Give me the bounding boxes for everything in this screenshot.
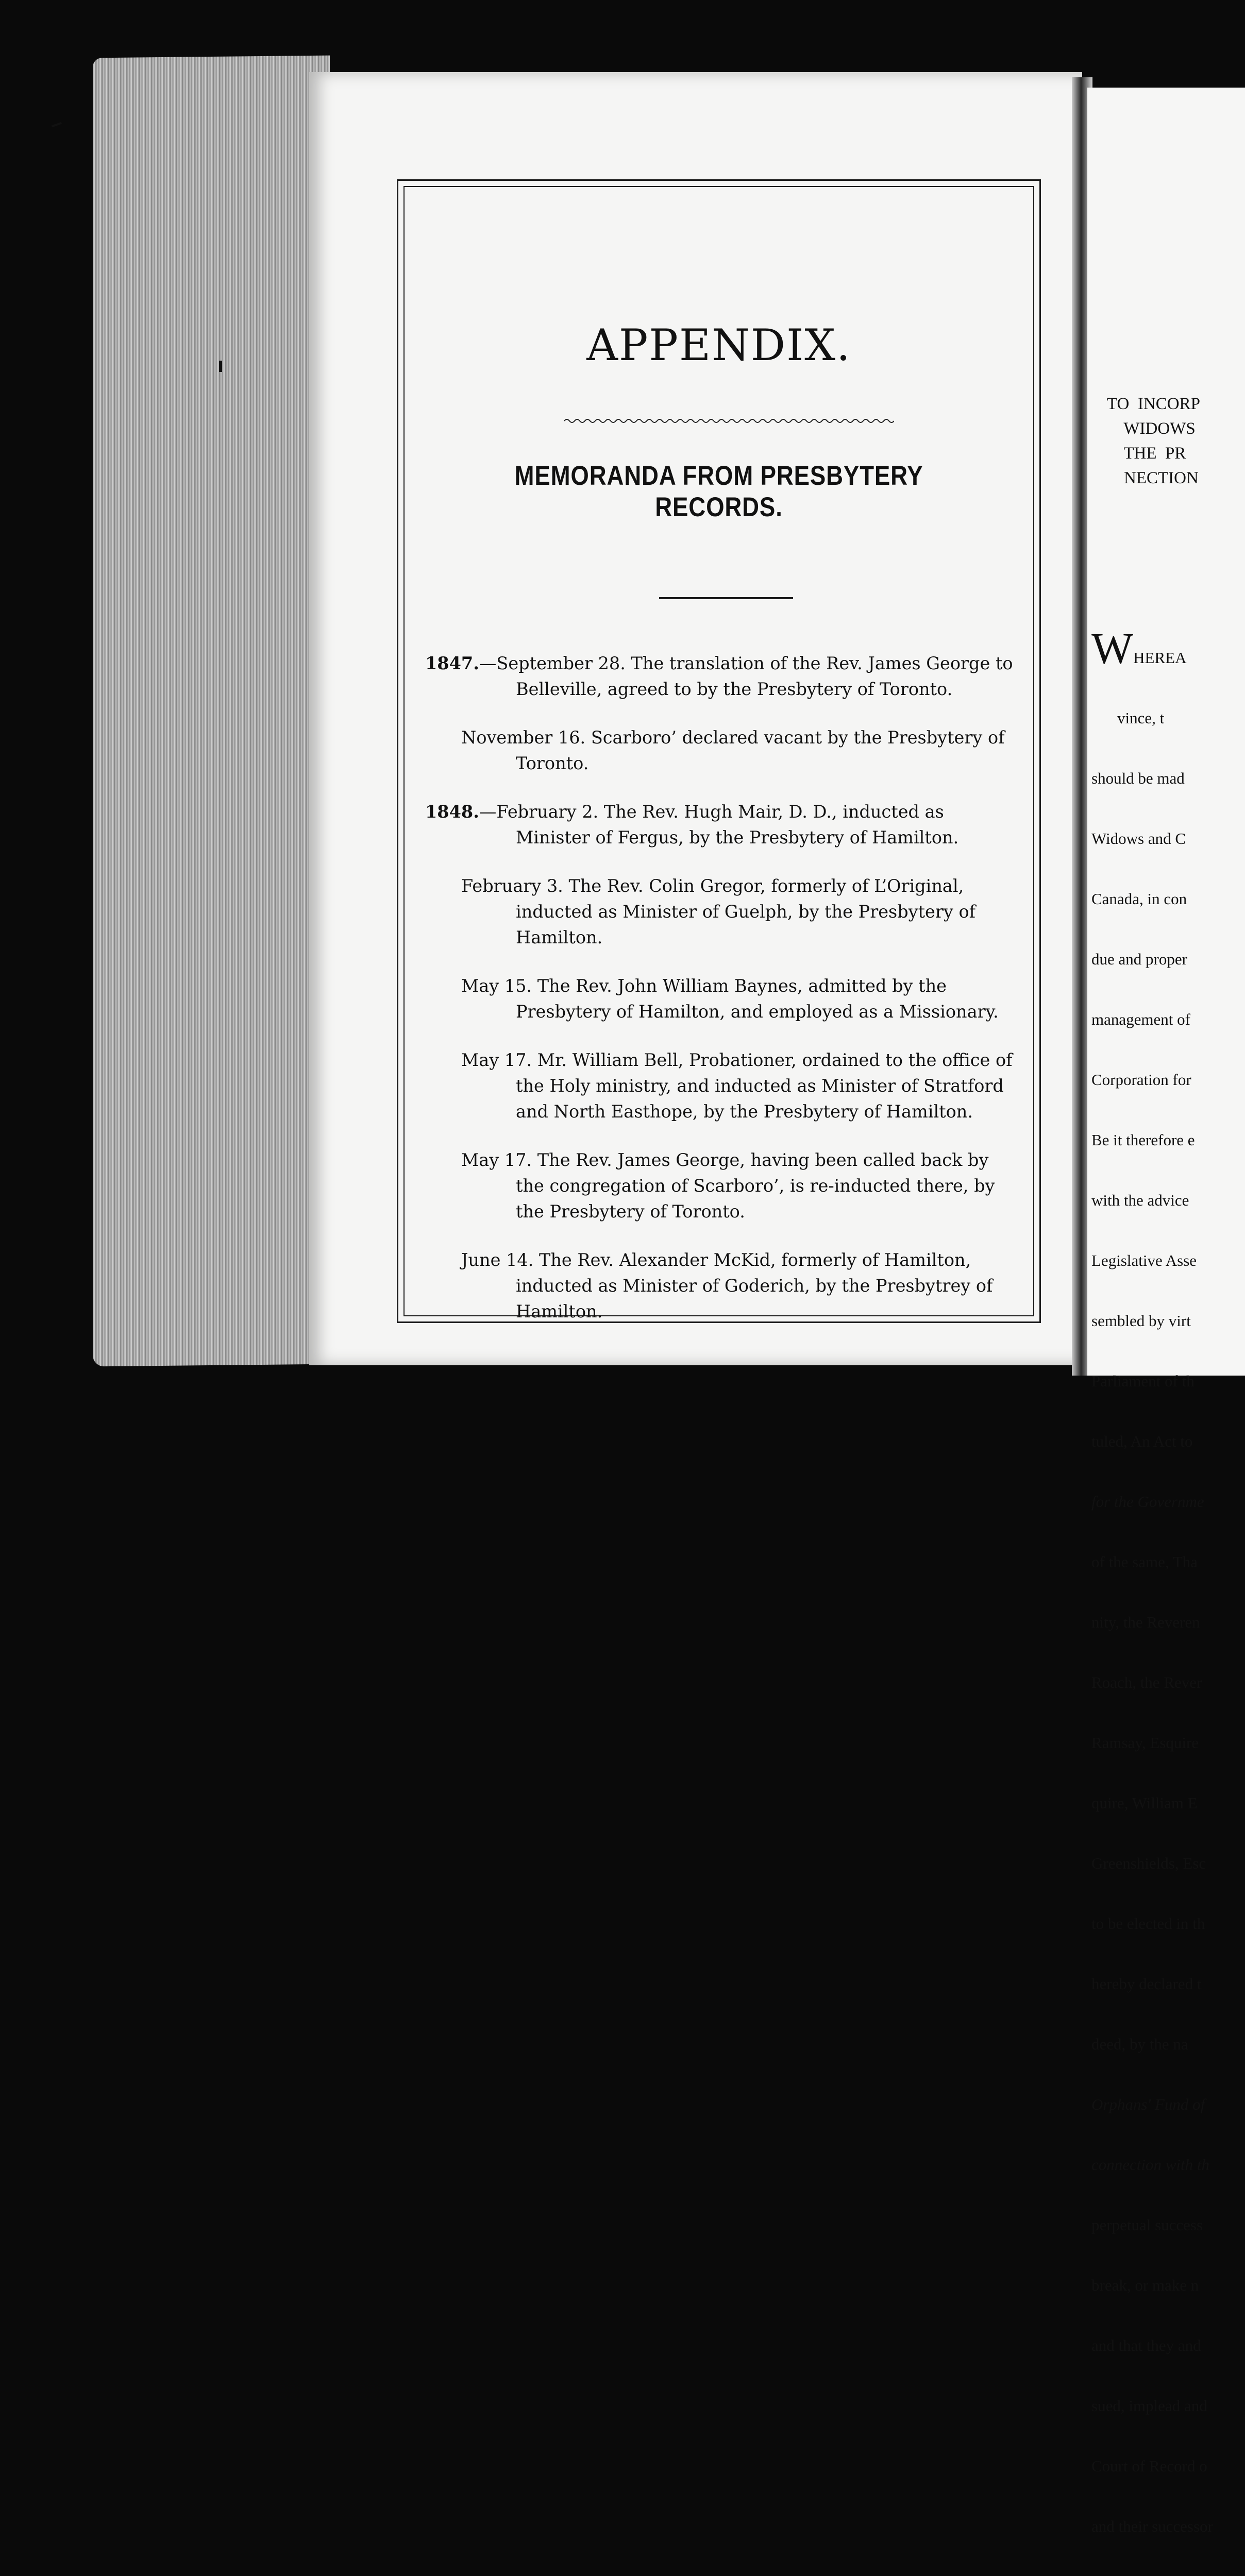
body-line: nity, the Reveren xyxy=(1091,1613,1200,1631)
body-line: Orphans' Fund of xyxy=(1091,2095,1205,2113)
page-title: APPENDIX. xyxy=(586,320,851,370)
memorandum-entry xyxy=(425,651,1019,702)
horizontal-rule xyxy=(659,597,793,599)
memorandum-entry xyxy=(425,873,1019,951)
entry-text: November 16. Scarboro’ declared vacant by the Presbytery of Toronto. xyxy=(461,727,1005,773)
body-line: Legislative Asse xyxy=(1091,1251,1197,1269)
entry-text: —February 2. The Rev. Hugh Mair, D. D., inducted as Minister of Fergus, by the Presbytery of Hamilton. xyxy=(479,802,959,848)
entry-text: May 17. Mr. William Bell, Probationer, ordained to the office of the Holy ministry, and inducted as Minister of Stratford and North Easthope, by the Presbytery of Hamilton. xyxy=(461,1050,1013,1122)
entry-text: —September 28. The translation of the Rev. James George to Belleville, agreed to by the Presbytery of Toronto. xyxy=(479,653,1013,699)
body-line: connection with th xyxy=(1091,2156,1210,2174)
body-line: tuled, An Act to xyxy=(1091,1432,1193,1450)
memorandum-entry xyxy=(425,973,1019,1025)
wavy-divider xyxy=(564,417,894,425)
body-line: Corporation for xyxy=(1091,1071,1191,1089)
memorandum-entry xyxy=(425,1147,1019,1225)
page-border-inner xyxy=(403,186,1034,1321)
memorandum-entry xyxy=(425,1047,1019,1125)
body-line: of the same, Tha xyxy=(1091,1553,1198,1571)
body-line: and their successor xyxy=(1091,2517,1213,2535)
body-line: Parliament of th xyxy=(1091,1372,1194,1390)
body-line: sembled by virt xyxy=(1091,1312,1191,1330)
body-line: break, or make n xyxy=(1091,2276,1199,2294)
facing-page-heading xyxy=(1107,392,1200,490)
body-line: HEREA xyxy=(1133,649,1187,667)
memorandum-entry xyxy=(425,799,1019,851)
body-line: management of xyxy=(1091,1010,1190,1028)
section-heading: MEMORANDA FROM PRESBYTERY RECORDS. xyxy=(514,461,923,522)
entry-text: May 17. The Rev. James George, having been called back by the congregation of Scarboro’, is re-inducted there, by the Presbytery of Toronto. xyxy=(461,1150,995,1222)
body-line: Widows and C xyxy=(1091,829,1186,848)
ink-fleck xyxy=(219,361,222,372)
entry-year: 1847. xyxy=(425,653,479,673)
body-line: for the Governme xyxy=(1091,1493,1204,1511)
heading-line: THE PR xyxy=(1107,444,1186,463)
heading-line: NECTION xyxy=(1107,469,1199,487)
body-line: Canada, in con xyxy=(1091,890,1187,908)
body-line: Be it therefore e xyxy=(1091,1131,1195,1149)
body-line: Ramsay, Esquire xyxy=(1091,1734,1199,1752)
body-line: should be mad xyxy=(1091,769,1185,787)
body-line: vince, t xyxy=(1117,709,1165,727)
body-line: hereby declared t xyxy=(1091,1975,1202,1993)
body-line: Roach, the Rever xyxy=(1091,1673,1202,1691)
memorandum-entry xyxy=(425,725,1019,776)
heading-line: WIDOWS xyxy=(1107,419,1196,438)
memorandum-entry xyxy=(425,1247,1019,1325)
entry-text: June 14. The Rev. Alexander McKid, formerly of Hamilton, inducted as Minister of Goderich, by the Presbytrey of Hamilton. xyxy=(461,1250,993,1321)
body-line: deed, by the na xyxy=(1091,2035,1188,2053)
page-border-frame xyxy=(397,179,1041,1323)
body-line: and that they and xyxy=(1091,2336,1201,2354)
body-line: to be elected in th xyxy=(1091,1914,1205,1933)
heading-line: TO INCORP xyxy=(1107,395,1200,413)
entry-text: May 15. The Rev. John William Baynes, admitted by the Presbytery of Hamilton, and employed as a Missionary. xyxy=(461,976,999,1022)
memoranda-list xyxy=(425,651,1019,1347)
body-line: due and proper xyxy=(1091,950,1187,968)
body-line: Greenshields, Esc xyxy=(1091,1854,1206,1872)
drop-cap: W xyxy=(1091,623,1134,673)
ink-fleck xyxy=(52,122,62,128)
body-line: sued, implead and xyxy=(1091,2397,1207,2415)
body-line: quire, William E xyxy=(1091,1794,1198,1812)
facing-page-body xyxy=(1091,592,1225,2576)
entry-text: February 3. The Rev. Colin Gregor, formerly of L’Original, inducted as Minister of Guelph, by the Presbytery of Hamilton. xyxy=(461,876,976,947)
entry-year: 1848. xyxy=(425,802,479,822)
body-line: perpetual success xyxy=(1091,2216,1203,2234)
body-line: with the advice xyxy=(1091,1191,1189,1209)
body-line: Court of Record o xyxy=(1091,2457,1207,2475)
book-page-edges xyxy=(93,56,330,1367)
